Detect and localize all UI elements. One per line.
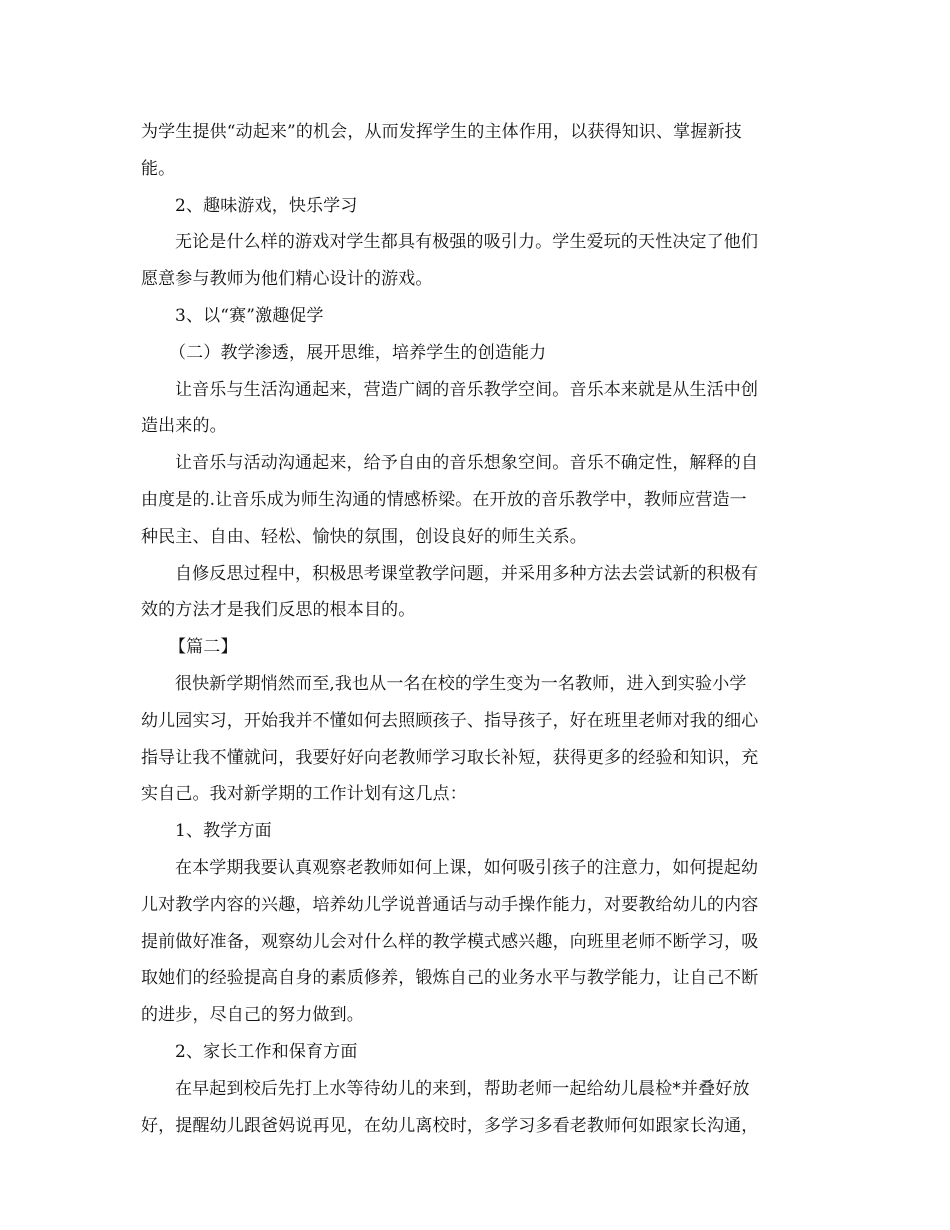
text-line: 让音乐与活动沟通起来，给予自由的音乐想象空间。音乐不确定性，解释的自: [175, 453, 759, 474]
document-body: [141, 114, 813, 1144]
section-heading: 2、趣味游戏，快乐学习: [175, 195, 358, 216]
text-line: 能。: [141, 158, 176, 179]
text-line: 在本学期我要认真观察老教师如何上课，如何吸引孩子的注意力，如何提起幼: [175, 857, 759, 878]
text-line: 的进步，尽自己的努力做到。: [141, 1005, 364, 1026]
text-line: 幼儿园实习，开始我并不懂如何去照顾孩子、指导孩子，好在班里老师对我的细心: [141, 710, 759, 731]
text-line: 种民主、自由、轻松、愉快的氛围，创设良好的师生关系。: [141, 526, 587, 547]
text-line: 好，提醒幼儿跟爸妈说再见，在幼儿离校时，多学习多看老教师何如跟家长沟通，: [141, 1115, 759, 1136]
text-line: 取她们的经验提高自身的素质修养，锻炼自己的业务水平与教学能力，让自己不断: [141, 968, 759, 989]
section-heading: 3、以“赛”激趣促学: [175, 305, 324, 326]
section-heading: （二）教学渗透，展开思维，培养学生的创造能力: [169, 342, 547, 363]
text-line: 提前做好准备，观察幼儿会对什么样的教学模式感兴趣，向班里老师不断学习，吸: [141, 931, 759, 952]
text-line: 无论是什么样的游戏对学生都具有极强的吸引力。学生爱玩的天性决定了他们: [175, 232, 759, 253]
text-line: 由度是的.让音乐成为师生沟通的情感桥梁。在开放的音乐教学中，教师应营造一: [141, 489, 747, 510]
text-line: 很快新学期悄然而至,我也从一名在校的学生变为一名教师，进入到实验小学: [175, 673, 747, 694]
text-line: 效的方法才是我们反思的根本目的。: [141, 600, 416, 621]
text-line: 在早起到校后先打上水等待幼儿的来到，帮助老师一起给幼儿晨检*并叠好放: [175, 1078, 750, 1099]
text-line: 指导让我不懂就问，我要好好向老教师学习取长补短，获得更多的经验和知识，充: [141, 747, 759, 768]
text-line: 让音乐与生活沟通起来，营造广阔的音乐教学空间。音乐本来就是从生活中创: [175, 379, 759, 400]
text-line: 愿意参与教师为他们精心设计的游戏。: [141, 269, 433, 290]
section-heading: 2、家长工作和保育方面: [175, 1041, 358, 1062]
part-heading: 【篇二】: [169, 637, 238, 658]
text-line: 儿对教学内容的兴趣，培养幼儿学说普通话与动手操作能力，对要教给幼儿的内容: [141, 894, 759, 915]
text-line: 实自己。我对新学期的工作计划有这几点：: [141, 784, 467, 805]
section-heading: 1、教学方面: [175, 821, 272, 842]
text-line: 自修反思过程中，积极思考课堂教学问题，并采用多种方法去尝试新的积极有: [175, 563, 759, 584]
text-line: 为学生提供“动起来”的机会，从而发挥学生的主体作用，以获得知识、掌握新技: [141, 122, 742, 142]
text-line: 造出来的。: [141, 416, 227, 437]
